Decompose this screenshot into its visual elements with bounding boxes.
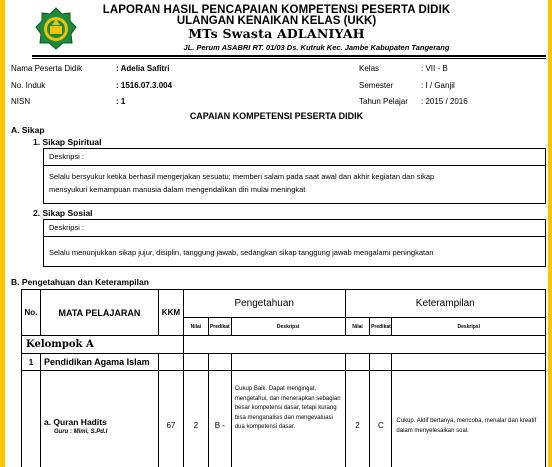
sikap-heading: A. Sikap: [11, 125, 45, 135]
row1-subject: Pendidikan Agama Islam: [40, 354, 158, 371]
nisn-value: : 1: [116, 97, 126, 106]
p-nilai-header: Nilai: [183, 318, 208, 336]
section-title: CAPAIAN KOMPETENSI PESERTA DIDIK: [189, 111, 364, 121]
sosial-desc-label: Deskripsi :: [49, 223, 85, 232]
row1a-p-desc: Cukup Baik. Dapat mengingat, mengetahui, dan menerapkan sebagian besar kompetensi dasar, tetapi kurang bisa menganalisis dan mengevaluasi dua kompetensi dasar.: [231, 371, 345, 467]
row1a-no: [22, 371, 41, 467]
row1-k-nilai: [345, 354, 370, 371]
header-rule-thin: [32, 58, 546, 59]
pk-heading: B. Pengetahuan dan Keterampilan: [11, 277, 149, 287]
header-rule: [32, 55, 546, 57]
row1a-k-desc: Cukup. Aktif bertanya, mencoba, menalar dan kreatif dalam menyelesaikan soal.: [392, 371, 546, 467]
k-nilai-header: Nilai: [345, 318, 370, 336]
row1-no: 1: [22, 354, 41, 371]
col-mapel: MATA PELAJARAN: [40, 290, 158, 336]
col-kkm: KKM: [158, 290, 183, 336]
nis-label: No. Induk: [11, 81, 46, 90]
row1-p-nilai: [183, 354, 208, 371]
sosial-heading: 2. Sikap Sosial: [33, 208, 93, 218]
row1a-teacher: Guru : Mimi, S.Pd.I: [53, 428, 108, 435]
spiritual-desc-label: Deskripsi :: [49, 152, 85, 161]
semester-value: : I / Ganjil: [421, 81, 455, 90]
col-keterampilan: Keterampilan: [345, 290, 546, 318]
name-label: Nama Peserta Didik: [11, 64, 83, 73]
p-deskripsi-header: Deskripsi: [231, 318, 345, 336]
spiritual-desc-line1: Selalu bersyukur ketika berhasil mengerjakan sesuatu; memberi salam pada saat awal dan akhir kegiatan dan sikap: [49, 172, 435, 181]
row1a-subject: a. Quran Hadits: [43, 416, 107, 427]
row1a-k-nilai: 2: [345, 371, 370, 467]
col-pengetahuan: Pengetahuan: [183, 290, 345, 318]
row1a-p-nilai: 2: [183, 371, 208, 467]
year-value: : 2015 / 2016: [421, 97, 468, 106]
k-deskripsi-header: Deskripsi: [392, 318, 546, 336]
report-subtitle: ULANGAN KENAIKAN KELAS (UKK): [176, 15, 377, 27]
report-title: LAPORAN HASIL PENCAPAIAN KOMPETENSI PESERTA DIDIK: [102, 4, 451, 16]
row1-k-pred: [370, 354, 392, 371]
row1a-subject-cell: [40, 371, 158, 467]
row1a-p-pred: B -: [208, 371, 231, 467]
nisn-label: NISN: [11, 97, 31, 106]
semester-label: Semester: [359, 81, 394, 90]
spiritual-heading: 1. Sikap Spiritual: [33, 137, 102, 147]
k-predikat-header: Predikat: [370, 318, 392, 336]
school-name: MTs Swasta ADLANIYAH: [188, 26, 365, 41]
class-label: Kelas: [359, 64, 380, 73]
spiritual-desc-line2: mensyukuri kemampuan manusia dalam mengendalikan diri mulai meningkat: [49, 185, 306, 194]
group-a-label: Kelompok A: [22, 336, 184, 354]
p-predikat-header: Predikat: [208, 318, 231, 336]
row1-kkm: [158, 354, 183, 371]
nis-value: : 1516.07.3.004: [116, 81, 173, 90]
col-no: No.: [22, 290, 41, 336]
group-a-blank: [183, 336, 545, 354]
row1a-kkm: 67: [158, 371, 183, 467]
row1-p-pred: [208, 354, 231, 371]
sosial-desc-line1: Selalu menunjukkan sikap jujur, disiplin, tanggung jawab, sedangkan sikap tanggung jawab mengalami peningkatan: [49, 248, 434, 257]
row1-p-desc: [231, 354, 345, 371]
school-address: JL. Perum ASABRI RT. 01/03 Ds. Kutruk Kec. Jambe Kabupaten Tangerang: [183, 43, 450, 52]
name-value: : Adelia Safitri: [116, 64, 170, 73]
report-sheet: [5, 0, 548, 467]
grades-table: [21, 289, 546, 467]
class-value: : VII - B: [421, 64, 448, 73]
row1a-k-pred: C: [370, 371, 392, 467]
year-label: Tahun Pelajar: [359, 97, 408, 106]
row1-k-desc: [392, 354, 546, 371]
